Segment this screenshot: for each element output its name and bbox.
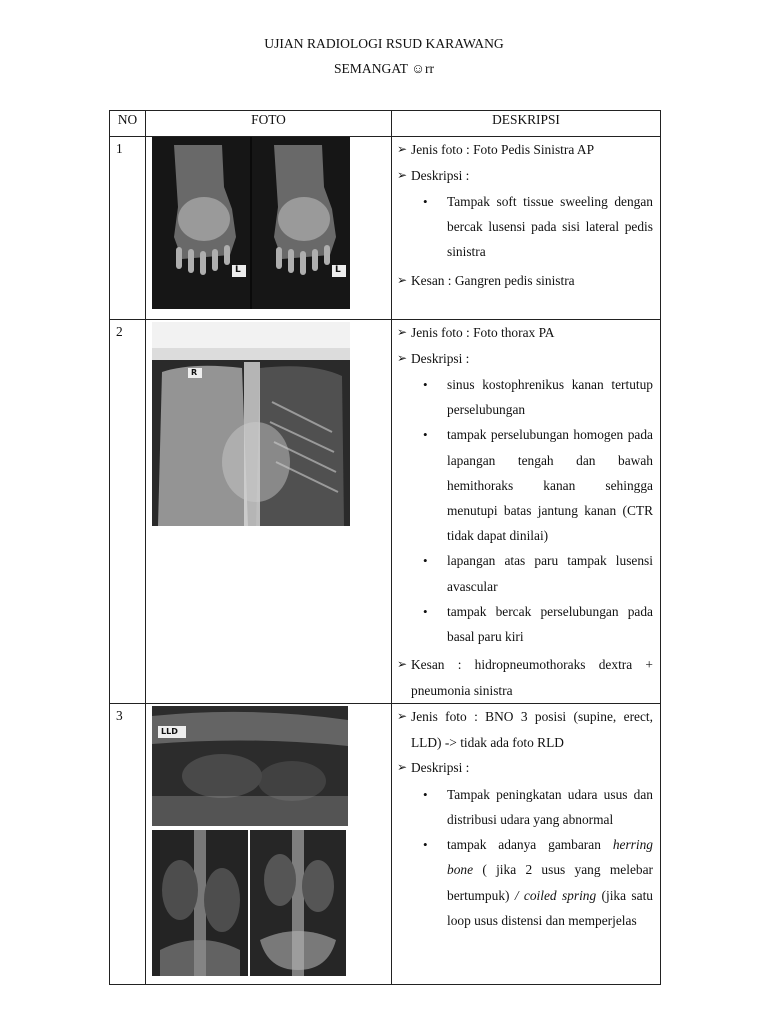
- photo-cell: [146, 137, 392, 320]
- foot-xray-image: [152, 137, 350, 309]
- abdomen-xray-lld-image: [152, 706, 348, 826]
- table-row: [110, 137, 661, 320]
- photo-type-text: Jenis foto : Foto Pedis Sinistra AP: [411, 142, 595, 157]
- column-header-no: NO: [110, 111, 146, 137]
- description-cell: [392, 704, 661, 985]
- bullet-text: (jika satu loop usus distensi dan memperjelas: [447, 887, 653, 928]
- table-header-row: [110, 111, 661, 137]
- document-title: UJIAN RADIOLOGI RSUD KARAWANG: [264, 36, 504, 51]
- row-number: 1: [110, 137, 146, 320]
- impression-text: Kesan : hidropneumothoraks dextra + pneumonia sinistra: [411, 657, 653, 698]
- bullet-italic-term: herring bone: [447, 837, 653, 878]
- photo-type-text: Jenis foto : BNO 3 posisi (supine, erect, LLD) -> tidak ada foto RLD: [411, 709, 653, 750]
- bullet-text: tampak adanya gambaran: [447, 837, 613, 853]
- description-label: Deskripsi :: [411, 167, 470, 183]
- list-item: [397, 137, 653, 163]
- photo-type-text: Jenis foto : Foto thorax PA: [411, 325, 555, 340]
- bullet-item: • tampak perselubungan homogen pada lapangan tengah dan bawah hemithoraks kanan sehingga menutupi batas jantung kanan (CTR tidak dapat dinilai): [411, 422, 653, 548]
- column-header-deskripsi: DESKRIPSI: [392, 111, 661, 137]
- xray-marker-label: R: [191, 368, 198, 377]
- description-cell: [392, 320, 661, 704]
- photo-cell: [146, 320, 392, 704]
- table-row: [110, 320, 661, 704]
- list-item: [397, 346, 653, 650]
- abdomen-xray-supine-image: [152, 830, 248, 976]
- list-item: [397, 704, 653, 755]
- bullet-text: ( jika 2 usus yang melebar bertumpuk): [447, 862, 653, 903]
- xray-marker-label: L: [235, 265, 241, 275]
- list-item: [397, 320, 653, 346]
- description-label: Deskripsi :: [411, 760, 470, 776]
- impression-text: Kesan : Gangren pedis sinistra: [411, 272, 575, 288]
- bullet-item: [411, 832, 653, 933]
- row-number: 2: [110, 320, 146, 704]
- xray-marker-label: L: [335, 265, 341, 275]
- row-number: 3: [110, 704, 146, 985]
- bullet-item: • Tampak soft tissue sweeling dengan bercak lusensi pada sisi lateral pedis sinistra: [411, 189, 653, 265]
- list-item: [397, 755, 653, 933]
- bullet-item: • lapangan atas paru tampak lusensi avascular: [411, 548, 653, 598]
- chest-xray-image: [152, 322, 350, 526]
- document-subtitle: SEMANGAT ☺rr: [333, 61, 435, 76]
- bullet-italic-term: / coiled spring: [514, 887, 597, 903]
- list-item: [397, 268, 653, 294]
- description-label: Deskripsi :: [411, 350, 470, 366]
- bullet-item: • sinus kostophrenikus kanan tertutup perselubungan: [411, 372, 653, 422]
- list-item: [397, 163, 653, 265]
- exam-table: [109, 110, 661, 985]
- table-row: [110, 704, 661, 985]
- photo-cell: [146, 704, 392, 985]
- xray-marker-label: LLD: [161, 727, 178, 737]
- abdomen-xray-erect-image: [250, 830, 346, 976]
- description-cell: [392, 137, 661, 320]
- column-header-foto: FOTO: [146, 111, 392, 137]
- list-item: [397, 652, 653, 703]
- bullet-item: • Tampak peningkatan udara usus dan distribusi udara yang abnormal: [411, 782, 653, 832]
- bullet-item: • tampak bercak perselubungan pada basal paru kiri: [411, 599, 653, 649]
